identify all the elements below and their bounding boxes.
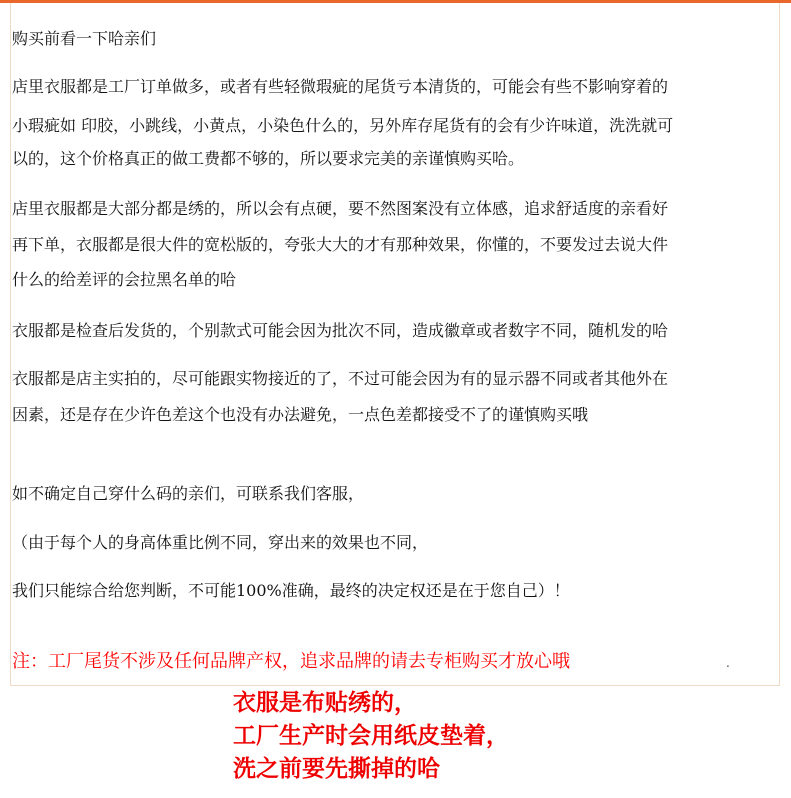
- overlay-line-1: 衣服是布贴绣的，: [233, 690, 417, 716]
- size-reason-line: （由于每个人的身高体重比例不同，穿出来的效果也不同，: [12, 533, 429, 552]
- defects-line-2: 小瑕疵如 印胶，小跳线，小黄点，小染色什么的，另外库存尾货有的会有少许味道，洗洗就可: [12, 116, 674, 135]
- embroidery-line-2: 再下单，衣服都是很大件的宽松版的，夸张大大的才有那种效果，你懂的，不要发过去说大件: [12, 235, 669, 254]
- photos-line-2: 因素，还是存在少许色差这个也没有办法避免，一点色差都接受不了的谨慎购买哦: [12, 405, 589, 424]
- embroidery-line-3: 什么的给差评的会拉黑名单的哈: [12, 270, 237, 289]
- embroidery-line-1: 店里衣服都是大部分都是绣的，所以会有点硬，要不然图案没有立体感，追求舒适度的亲看好: [12, 199, 669, 218]
- overlay-line-2: 工厂生产时会用纸皮垫着，: [233, 723, 509, 749]
- inspection-line: 衣服都是检查后发货的，个别款式可能会因为批次不同，造成徽章或者数字不同，随机发的哈: [12, 321, 669, 340]
- trailing-dot: .: [726, 656, 730, 670]
- notice-heading: 购买前看一下哈亲们: [12, 29, 157, 48]
- overlay-line-3: 洗之前要先撕掉的哈: [233, 756, 440, 782]
- brand-disclaimer-note: 注：工厂尾货不涉及任何品牌产权，追求品牌的请去专柜购买才放心哦: [12, 651, 570, 672]
- size-contact-line: 如不确定自己穿什么码的亲们，可联系我们客服，: [12, 484, 365, 503]
- defects-line-3: 以的，这个价格真正的做工费都不够的，所以要求完美的亲谨慎购买哈。: [12, 149, 525, 168]
- defects-line-1: 店里衣服都是工厂订单做多，或者有些轻微瑕疵的尾货亏本清货的，可能会有些不影响穿着的: [12, 77, 669, 96]
- size-reference-line: 我们只能综合给您判断，不可能100%准确，最终的决定权还是在于您自己）！: [12, 581, 570, 600]
- photos-line-1: 衣服都是店主实拍的，尽可能跟实物接近的了，不过可能会因为有的显示器不同或者其他外在: [12, 369, 669, 388]
